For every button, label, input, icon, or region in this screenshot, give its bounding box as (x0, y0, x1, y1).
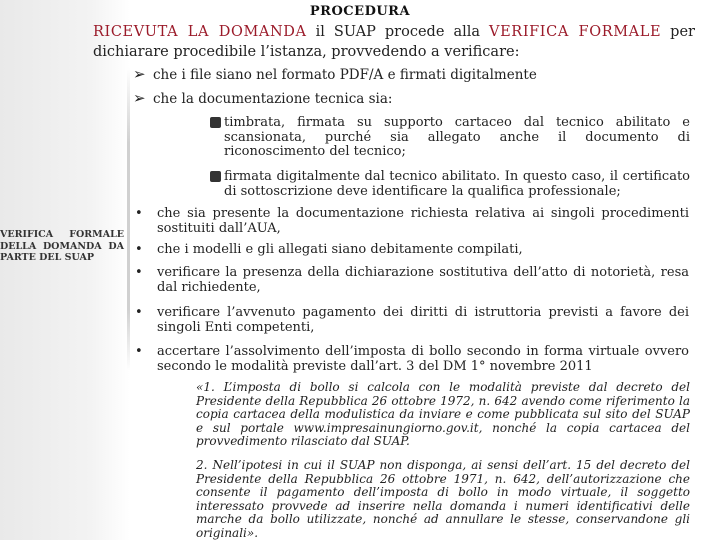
left-background-panel (0, 0, 130, 540)
round-bullet-icon: • (135, 206, 143, 221)
intro-paragraph (93, 22, 695, 62)
square-list-item (224, 170, 690, 199)
arrow-list-item (133, 66, 537, 84)
round-bullet-icon: • (135, 305, 143, 320)
intro-emphasis-received: RICEVUTA LA DOMANDA (93, 24, 307, 40)
sidebar-section-label: VERIFICA FORMALE DELLA DOMANDA DA PARTE DEL SUAP (0, 229, 124, 263)
bullet-list-item (135, 265, 689, 295)
square-bullet-icon (210, 171, 221, 182)
bullet-item-text: verificare la presenza della dichiarazione sostitutiva dell’atto di notorietà, resa dal richiedente, (157, 265, 689, 295)
bullet-item-text: accertare l’assolvimento dell’imposta di bollo secondo in forma virtuale ovvero secondo le modalità previste dall’art. 3 del DM 1° novembre 2011 (157, 344, 689, 374)
square-bullet-icon (210, 117, 221, 128)
square-list-item (224, 116, 690, 160)
bullet-list-item (135, 344, 689, 374)
arrow-bullet-icon: ➢ (133, 89, 146, 107)
intro-text-2: per dichiarare procedibile l’istanza, provvedendo a verificare: (93, 24, 695, 60)
page-title: PROCEDURA (309, 4, 411, 19)
bullet-item-text: verificare l’avvenuto pagamento dei diritti di istruttoria previsti a favore dei singoli Enti competenti, (157, 305, 689, 335)
bullet-item-text: che i modelli e gli allegati siano debitamente compilati, (157, 242, 523, 257)
footnote-paragraph: «1. L’imposta di bollo si calcola con le modalità previste dal decreto del Presidente della Repubblica 26 ottobre 1972, n. 642 avendo come riferimento la copia cartacea della modulistica da inviare e come pubblicata sul sito del SUAP e sul portale www.impresainungiorno.gov.it, nonché la copia cartacea del provvedimento rilasciato dal SUAP. (196, 380, 690, 449)
footnote-paragraph: 2. Nell’ipotesi in cui il SUAP non disponga, ai sensi dell’art. 15 del decreto del Presidente della Repubblica 26 ottobre 1971, n. 642, dell’autorizzazione che consente il pagamento dell’imposta di bollo in modo virtuale, il soggetto interessato provvede ad inserire nella domanda i numeri identificativi delle marche da bollo utilizzate, nonché ad annullare le stesse, conservandone gli originali». (196, 458, 690, 540)
intro-text-1: il SUAP procede alla (306, 24, 490, 40)
round-bullet-icon: • (135, 344, 143, 359)
bullet-list-item (135, 305, 689, 335)
square-item-text: firmata digitalmente dal tecnico abilitato. In questo caso, il certificato di sottoscrizione deve identificare la qualifica professionale; (224, 169, 690, 199)
arrow-item-text: che i file siano nel formato PDF/A e firmati digitalmente (153, 67, 537, 83)
bullet-item-text: che sia presente la documentazione richiesta relativa ai singoli procedimenti sostituiti dall’AUA, (157, 206, 689, 236)
arrow-bullet-icon: ➢ (133, 65, 146, 83)
bullet-list-item (135, 242, 689, 258)
square-item-text: timbrata, firmata su supporto cartaceo dal tecnico abilitato e scansionata, purché sia allegato anche il documento di riconoscimento del tecnico; (224, 115, 690, 159)
arrow-item-text: che la documentazione tecnica sia: (153, 91, 393, 107)
round-bullet-icon: • (135, 265, 143, 280)
arrow-list-item (133, 90, 392, 108)
intro-emphasis-verification: VERIFICA FORMALE (489, 24, 662, 40)
round-bullet-icon: • (135, 242, 143, 257)
bullet-list-item (135, 206, 689, 236)
vertical-divider (127, 68, 130, 370)
